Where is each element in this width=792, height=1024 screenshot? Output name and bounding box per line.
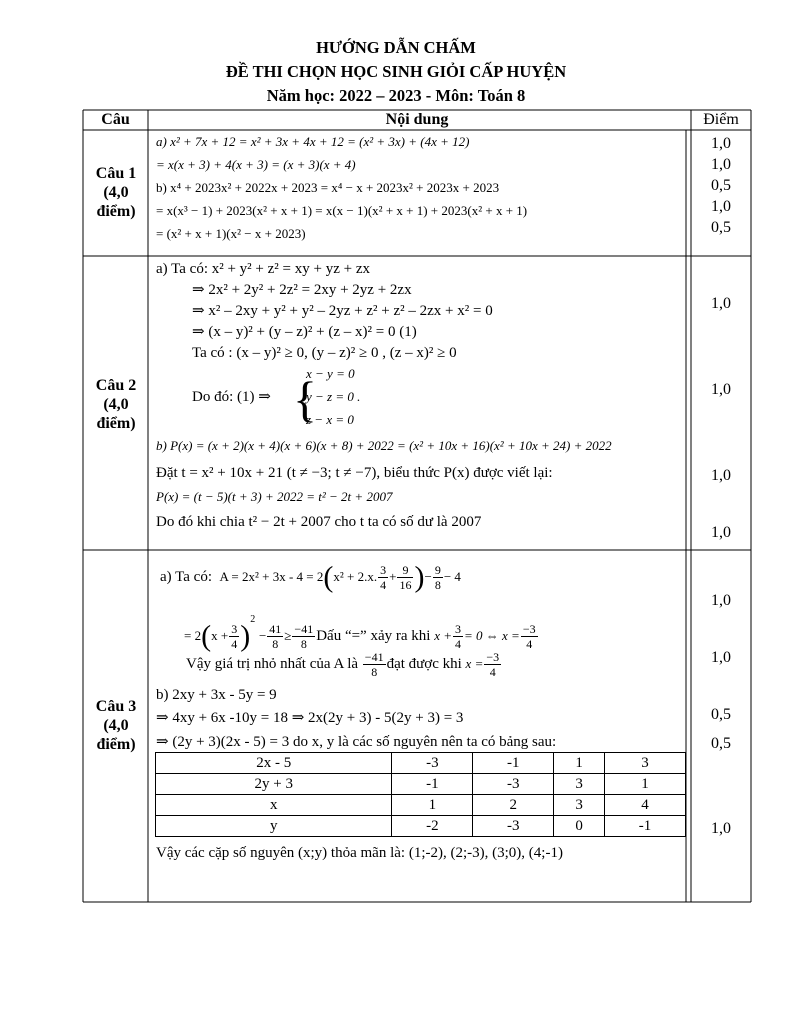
solutions-table [155, 752, 686, 837]
q3-b-line-3: ⇒ (2y + 3)(2x - 5) = 3 do x, y là các số nguyên nên ta có bảng sau: [156, 734, 557, 750]
q1-line-5: = (x² + x + 1)(x² − x + 2023) [156, 226, 306, 241]
q1-score-4: 1,0 [711, 198, 731, 215]
q1-line-4: = x(x³ − 1) + 2023(x² + x + 1) = x(x − 1)(x² + x + 1) + 2023(x² + x + 1) [156, 203, 528, 218]
q2-line-4: ⇒ (x – y)² + (y – z)² + (z – x)² = 0 (1) [192, 324, 417, 340]
question-3-label: Câu 3 (4,0 điểm) [95, 698, 137, 753]
q3-score-5: 1,0 [711, 820, 731, 837]
table-row: 2x - 5 -3 -1 1 3 [156, 753, 686, 774]
q3-score-4: 0,5 [711, 735, 731, 752]
q2-line-5: Ta có : (x – y)² ≥ 0, (y – z)² ≥ 0 , (z – x)² ≥ 0 [192, 345, 457, 361]
q3-a-line-3: Vậy giá trị nhỏ nhất của A là $\frac{-41}{8}$ đạt được khi x = $\frac{-3}{4}$ [186, 650, 500, 679]
column-header-cau: Câu [101, 111, 130, 128]
q2-score-4: 1,0 [711, 524, 731, 541]
q2-line-8: Đặt t = x² + 10x + 21 (t ≠ −3; t ≠ −7), biểu thức P(x) được viết lại: [156, 465, 553, 481]
q1-score-3: 0,5 [711, 177, 731, 194]
q2-score-3: 1,0 [711, 467, 731, 484]
q1-score-1: 1,0 [711, 135, 731, 152]
table-row: x 1 2 3 4 [156, 795, 686, 816]
column-header-noi-dung: Nội dung [385, 111, 449, 128]
q2-line-2: ⇒ 2x² + 2y² + 2z² = 2xy + 2yz + 2zx [192, 282, 412, 298]
q1-score-2: 1,0 [711, 156, 731, 173]
q3-score-2: 1,0 [711, 649, 731, 666]
q2-line-7: b) P(x) = (x + 2)(x + 4)(x + 6)(x + 8) + 2022 = (x² + 10x + 16)(x² + 10x + 24) + 2022 [156, 438, 612, 453]
title-line-1: HƯỚNG DẪN CHẤM [316, 38, 476, 57]
question-2-label: Câu 2 (4,0 điểm) [95, 377, 137, 432]
column-header-diem: Điểm [703, 111, 739, 128]
q2-line-10: Do đó khi chia t² − 2t + 2007 cho t ta có số dư là 2007 [156, 514, 482, 530]
equation-system: x − y = 0 y − z = 0 . z − x = 0 [306, 366, 361, 427]
q3-b-line-1: b) 2xy + 3x - 5y = 9 [156, 687, 277, 703]
question-1-label: Câu 1 (4,0 điểm) [95, 165, 137, 220]
q1-line-2: = x(x + 3) + 4(x + 3) = (x + 3)(x + 4) [156, 157, 356, 172]
q2-line-3: ⇒ x² – 2xy + y² + y² – 2yz + z² + z² – 2zx + x² = 0 [192, 303, 493, 319]
system-brace: { [293, 371, 317, 427]
title-line-2: ĐỀ THI CHỌN HỌC SINH GIỎI CẤP HUYỆN [225, 62, 567, 81]
q1-line-1: a) x² + 7x + 12 = x² + 3x + 4x + 12 = (x² + 3x) + (4x + 12) [156, 134, 470, 149]
q1-score-5: 0,5 [711, 219, 731, 236]
q2-line-1: a) Ta có: x² + y² + z² = xy + yz + zx [156, 261, 370, 277]
q3-conclusion: Vậy các cặp số nguyên (x;y) thỏa mãn là: (1;-2), (2;-3), (3;0), (4;-1) [156, 845, 563, 861]
q3-a-line-1: a) Ta có: A = 2x² + 3x - 4 = 2(x² + 2.x. $\frac{3}{4}$ + $\frac{9}{16}$ )− $\frac{9}{8}$ − 4 [160, 560, 461, 594]
table-row: y -2 -3 0 -1 [156, 816, 686, 837]
q1-line-3: b) x⁴ + 2023x² + 2022x + 2023 = x⁴ − x + 2023x² + 2023x + 2023 [156, 180, 500, 195]
q2-line-9: P(x) = (t − 5)(t + 3) + 2022 = t² − 2t + 2007 [156, 489, 393, 504]
q3-score-1: 1,0 [711, 592, 731, 609]
q2-line-6: Do đó: (1) ⇒ [192, 389, 271, 405]
q3-b-line-2: ⇒ 4xy + 6x -10y = 18 ⇒ 2x(2y + 3) - 5(2y + 3) = 3 [156, 710, 464, 726]
title-line-3: Năm học: 2022 – 2023 - Môn: Toán 8 [266, 86, 526, 105]
q2-score-2: 1,0 [711, 381, 731, 398]
q3-a-line-2: = 2(x + $\frac{3}{4}$ )$^2$ − $\frac{41}{8}$ ≥ $\frac{-41}{8}$ Dấu “=” xảy ra khi x + $\frac{3}{4}$ = 0 ⇔ x = $\frac{-3}{4}$ [184, 614, 536, 653]
table-row: 2y + 3 -1 -3 3 1 [156, 774, 686, 795]
q3-score-3: 0,5 [711, 706, 731, 723]
q2-score-1: 1,0 [711, 295, 731, 312]
